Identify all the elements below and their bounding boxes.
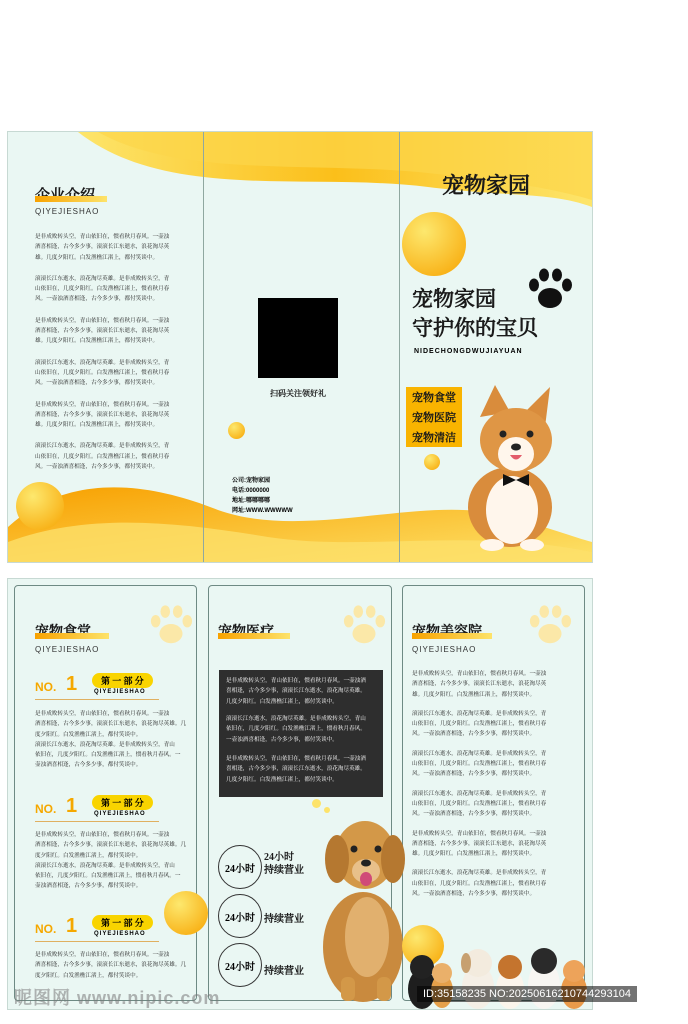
paragraph: 滚滚长江东逝水，浪花淘尽英雄。是非成败转头空，青 山依旧在，几度夕阳红。白发渔樵江渚上，惯看秋月春 风。一壶浊酒喜相逢，古今多少事，都付笑谈中。 <box>35 275 170 303</box>
paw-icon <box>148 603 194 647</box>
fold-line <box>203 132 204 562</box>
pill-subtitle: QIYEJIESHAO <box>94 689 146 695</box>
hours-circle: 24小时 <box>218 845 262 889</box>
decorative-circle <box>164 891 208 935</box>
brochure-inner-side <box>7 578 593 1010</box>
paragraph: 滚滚长江东逝水，浪花淘尽英雄。是非成败转头空，青 山依旧在，几度夕阳红。白发渔樵江渚上，惯看秋月春 风。一壶浊酒喜相逢，古今多少事，都付笑谈中。 <box>412 790 547 818</box>
section-subtitle: QIYEJIESHAO <box>35 645 100 654</box>
section-number: 1 <box>66 915 78 937</box>
hours-line: 持续营业 <box>264 865 304 876</box>
section-pill: 第 一 部 分 <box>92 673 153 688</box>
section-pill: 第 一 部 分 <box>92 915 153 930</box>
divider <box>35 941 159 942</box>
decorative-circle <box>402 212 466 276</box>
company-name: 公司:宠物家园 <box>232 478 270 484</box>
info-box <box>219 670 383 797</box>
paragraph: 是非成败转头空，青山依旧在，惯看秋月春风。一壶浊 酒喜相逢，古今多少事，滚滚长江东逝水，浪花淘尽英 雄。几度夕阳红。白发渔樵江渚上，都付笑谈中。 <box>35 234 170 261</box>
hours-circle: 24小时 <box>218 943 262 987</box>
hours-text: 持续营业 <box>264 966 304 977</box>
service-tag[interactable]: 宠物食堂 <box>406 387 462 407</box>
section-no-label: NO. <box>35 922 57 936</box>
headline-line: 守护你的宝贝 <box>412 316 538 340</box>
fold-line <box>399 132 400 562</box>
qr-caption: 扫码关注领好礼 <box>270 389 326 398</box>
brand-name: 宠物家园 <box>442 173 531 198</box>
section-no-label: NO. <box>35 680 57 694</box>
service-tag[interactable]: 宠物清洁 <box>406 427 462 447</box>
website[interactable]: 网址:WWW.WWWWW <box>232 508 293 514</box>
hours-circle: 24小时 <box>218 894 262 938</box>
paragraph: 是非成败转头空，青山依旧在，惯看秋月春风。一壶浊 酒喜相逢，古今多少事，滚滚长江东逝水，浪花淘尽英 雄。几度夕阳红。白发渔樵江渚上，都付笑谈中。 <box>412 671 547 698</box>
paragraph: 滚滚长江东逝水，浪花淘尽英雄。是非成败转头空，青 山依旧在，几度夕阳红。白发渔樵江渚上，惯看秋月春 风。一壶浊酒喜相逢，古今多少事，都付笑谈中。 <box>412 870 547 898</box>
divider <box>35 699 159 700</box>
pill-subtitle: QIYEJIESHAO <box>94 811 146 817</box>
decorative-dot <box>424 454 440 470</box>
paw-icon <box>341 603 387 647</box>
box-paragraph: 滚滚长江东逝水，浪花淘尽英雄。是非成败转头空，青山 依旧在，几度夕阳红。白发渔樵江渚上，惯看秋月春风。 一壶浊酒喜相逢，古今多少事，都付笑谈中。 <box>226 716 366 743</box>
paragraph: 滚滚长江东逝水，浪花淘尽英雄。是非成败转头空，青 山依旧在，几度夕阳红。白发渔樵江渚上，惯看秋月春 风。一壶浊酒喜相逢，古今多少事，都付笑谈中。 <box>35 443 170 471</box>
section-pill: 第 一 部 分 <box>92 795 153 810</box>
grooming-text <box>412 669 582 899</box>
title-underline <box>218 633 290 639</box>
service-tag[interactable]: 宠物医院 <box>406 407 462 427</box>
headline-pinyin: NIDECHONGDWUJIAYUAN <box>414 348 523 355</box>
title-underline <box>412 633 492 639</box>
section-text: 是非成败转头空，青山依旧在，惯看秋月春风。一壶浊 酒喜相逢，古今多少事，滚滚长江东逝水，浪花淘尽英雄。几 度夕阳红。白发渔樵江渚上，都付笑谈中。 滚滚长江东逝水，浪花淘尽英雄。是非成败转头空，青山 依旧在，几度夕阳红。白发渔樵江渚上，惯看秋月春风。一 壶浊酒喜相逢，古今多少事，都付笑谈中。 <box>35 832 187 890</box>
section-no-label: NO. <box>35 802 57 816</box>
section-text: 是非成败转头空，青山依旧在，惯看秋月春风。一壶浊 酒喜相逢，古今多少事，滚滚长江东逝水，浪花淘尽英雄。几 度夕阳红。白发渔樵江渚上，都付笑谈中。 <box>35 952 187 979</box>
watermark-left: 昵图网 www.nipic.com <box>14 988 221 1008</box>
address: 地址:哪哪哪哪 <box>232 498 270 504</box>
hours-line: 24小时 <box>264 852 294 863</box>
phone: 电话:0000000 <box>232 488 270 494</box>
watermark-id: ID:35158235 NO:20250616210744293104 <box>417 986 637 1002</box>
headline-line: 宠物家园 <box>412 287 496 311</box>
brochure-outer-side <box>7 131 593 563</box>
decorative-dot <box>228 422 245 439</box>
section-subtitle: QIYEJIESHAO <box>35 207 100 216</box>
section-subtitle: QIYEJIESHAO <box>412 645 477 654</box>
divider <box>35 821 159 822</box>
paw-icon <box>527 603 573 647</box>
paragraph: 滚滚长江东逝水，浪花淘尽英雄。是非成败转头空，青 山依旧在，几度夕阳红。白发渔樵江渚上，惯看秋月春 风。一壶浊酒喜相逢，古今多少事，都付笑谈中。 <box>35 359 170 387</box>
section-text: 是非成败转头空，青山依旧在，惯看秋月春风。一壶浊 酒喜相逢，古今多少事，滚滚长江东逝水，浪花淘尽英雄。几 度夕阳红。白发渔樵江渚上，都付笑谈中。 滚滚长江东逝水，浪花淘尽英雄。是非成败转头空，青山 依旧在，几度夕阳红。白发渔樵江渚上，惯看秋月春风。一 壶浊酒喜相逢，古今多少事，都付笑谈中。 <box>35 711 187 769</box>
decorative-circle <box>16 482 64 530</box>
paragraph: 滚滚长江东逝水，浪花淘尽英雄。是非成败转头空，青 山依旧在，几度夕阳红。白发渔樵江渚上，惯看秋月春 风。一壶浊酒喜相逢，古今多少事，都付笑谈中。 <box>412 750 547 778</box>
qr-code[interactable] <box>258 298 338 378</box>
title-underline <box>35 633 109 639</box>
pill-subtitle: QIYEJIESHAO <box>94 931 146 937</box>
intro-text <box>35 232 200 472</box>
headline <box>412 285 538 343</box>
section-number: 1 <box>66 795 78 817</box>
section-number: 1 <box>66 673 78 695</box>
contact-info <box>232 476 293 516</box>
title-underline <box>35 196 107 202</box>
paragraph: 是非成败转头空，青山依旧在，惯看秋月春风。一壶浊 酒喜相逢，古今多少事，滚滚长江东逝水，浪花淘尽英 雄。几度夕阳红。白发渔樵江渚上，都付笑谈中。 <box>412 830 547 858</box>
paragraph: 是非成败转头空，青山依旧在，惯看秋月春风。一壶浊 酒喜相逢，古今多少事，滚滚长江东逝水，浪花淘尽英 雄。几度夕阳红。白发渔樵江渚上，都付笑谈中。 <box>35 401 170 429</box>
hours-text: 持续营业 <box>264 914 304 925</box>
paragraph: 是非成败转头空，青山依旧在，惯看秋月春风。一壶浊 酒喜相逢，古今多少事，滚滚长江东逝水，浪花淘尽英 雄。几度夕阳红。白发渔樵江渚上，都付笑谈中。 <box>35 317 170 345</box>
box-paragraph: 是非成败转头空，青山依旧在，惯看秋月春风。一壶浊酒 喜相逢，古今多少事，滚滚长江东逝水，浪花淘尽英雄。 几度夕阳红。白发渔樵江渚上，都付笑谈中。 <box>226 756 366 783</box>
corgi-image <box>440 382 580 552</box>
box-paragraph: 是非成败转头空，青山依旧在，惯看秋月春风。一壶浊酒 喜相逢，古今多少事，滚滚长江东逝水，浪花淘尽英雄。 几度夕阳红。白发渔樵江渚上，都付笑谈中。 <box>226 678 366 705</box>
paragraph: 滚滚长江东逝水，浪花淘尽英雄。是非成败转头空，青 山依旧在，几度夕阳红。白发渔樵江渚上，惯看秋月春 风。一壶浊酒喜相逢，古今多少事，都付笑谈中。 <box>412 710 547 738</box>
watermark-bar <box>0 982 688 1012</box>
